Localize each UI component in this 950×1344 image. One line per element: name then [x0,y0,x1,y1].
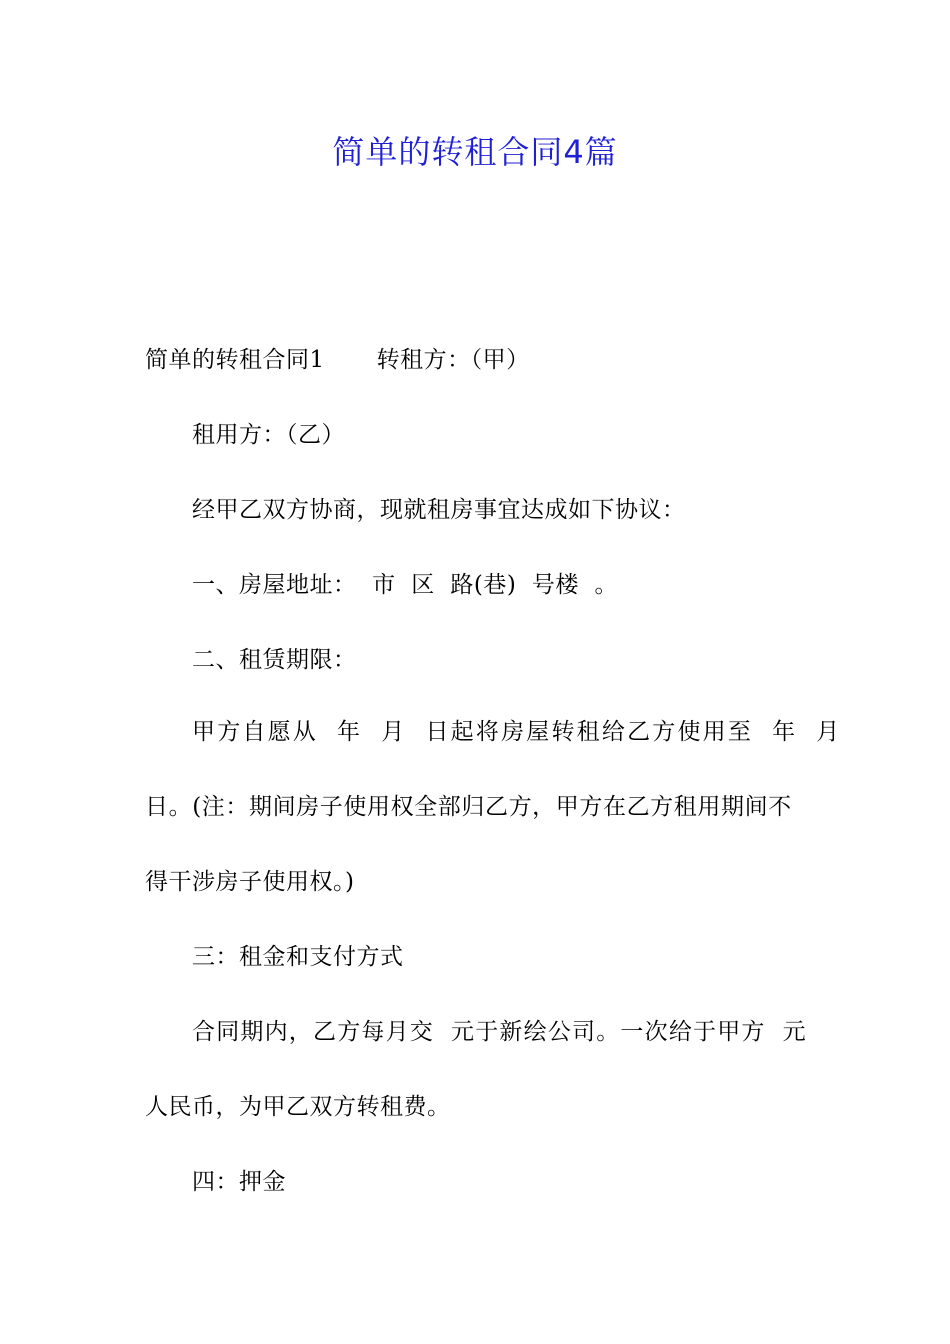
clause-2-text-line-3: 得干涉房子使用权。) [145,869,355,895]
clause-2-text-line-2: 日。(注：期间房子使用权全部归乙方，甲方在乙方租用期间不 [145,794,792,820]
clause-2-heading: 二、租赁期限： [192,647,357,673]
contract-heading: 简单的转租合同1 [145,347,325,373]
lessee-label: 租用方：（乙） [192,422,345,448]
clause-3-heading: 三：租金和支付方式 [192,944,404,970]
clause-3-text-line-1: 合同期内，乙方每月交 元于新绘公司。一次给于甲方 元 [192,1019,807,1045]
clause-4-heading: 四：押金 [192,1169,286,1195]
agreement-intro: 经甲乙双方协商，现就租房事宜达成如下协议： [192,497,686,523]
clause-3-text-line-2: 人民币，为甲乙双方转租费。 [145,1094,451,1120]
sublessor-label: 转租方：（甲） [376,347,530,373]
clause-2-text-line-1: 甲方自愿从 年 月 日起将房屋转租给乙方使用至 年 月 [192,719,842,745]
document-title: 简单的转租合同4篇 [332,133,618,171]
clause-1-address: 一、房屋地址： 市 区 路(巷) 号楼 。 [192,572,619,598]
contract-heading-line [145,344,530,376]
